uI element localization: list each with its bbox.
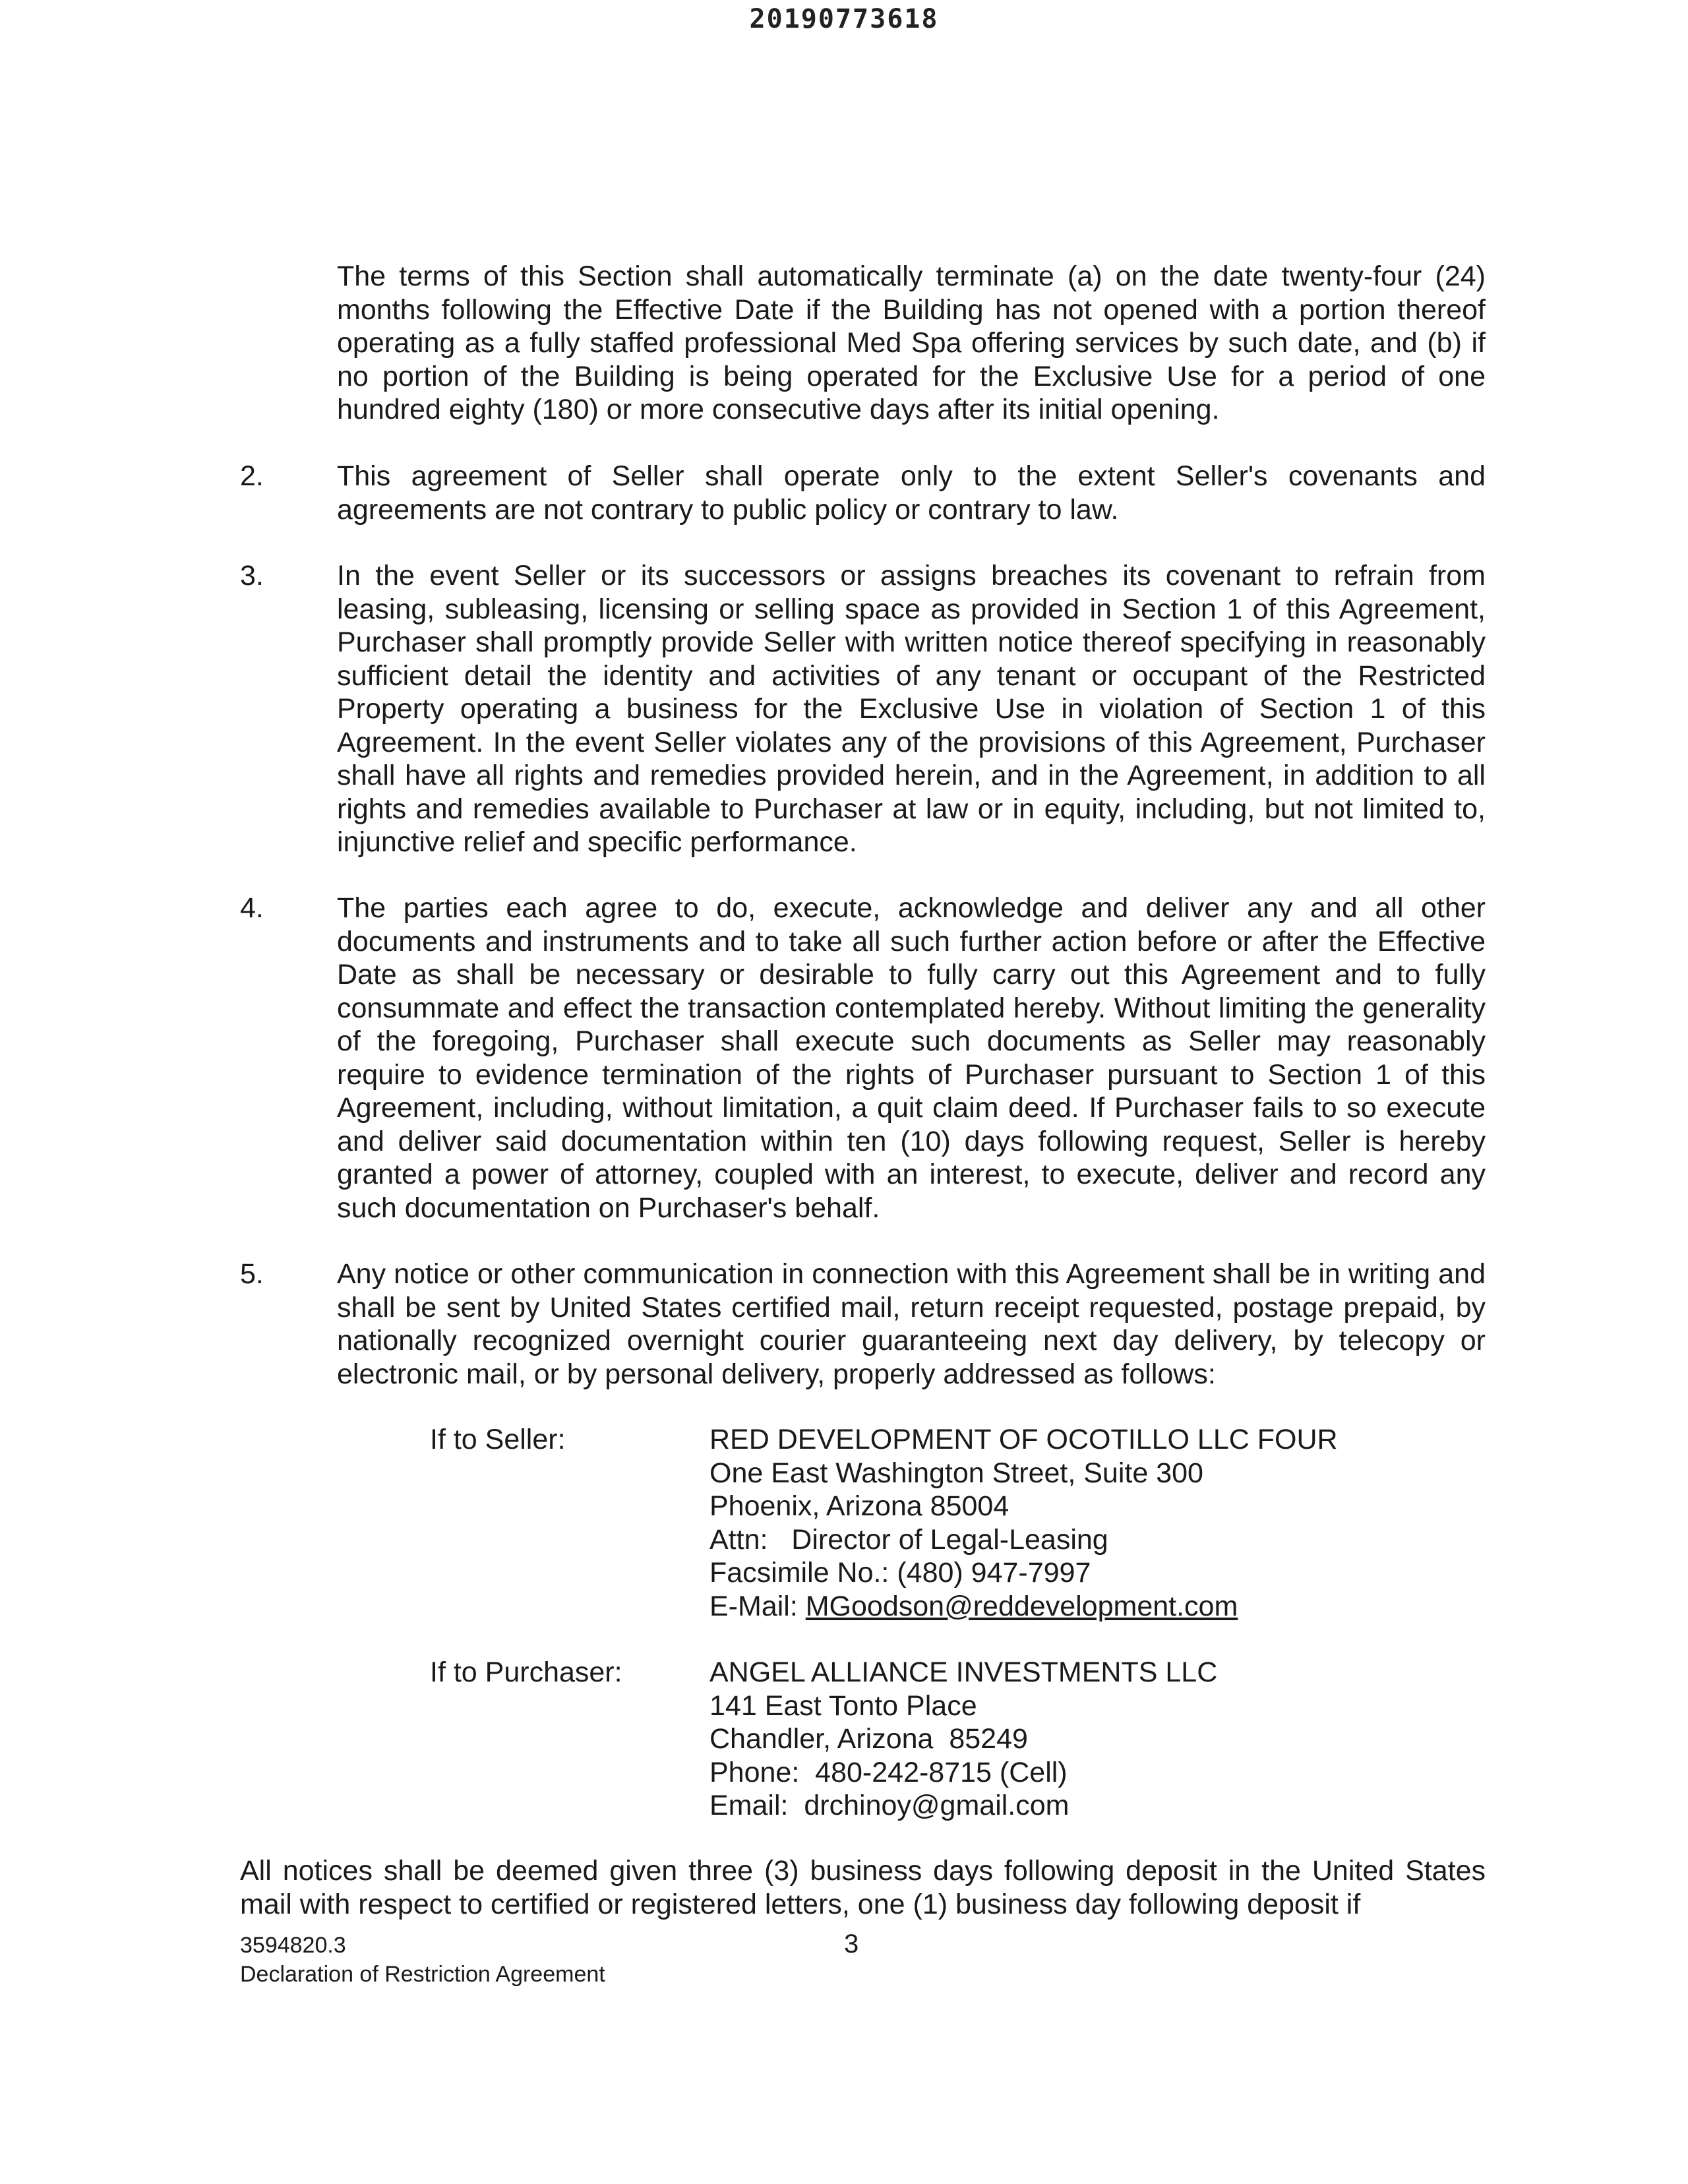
seller-city: Phoenix, Arizona 85004 [709,1490,1010,1522]
purchaser-street: 141 East Tonto Place [709,1689,977,1722]
purchaser-address-label: If to Purchaser: [430,1656,622,1688]
seller-name: RED DEVELOPMENT OF OCOTILLO LLC FOUR [709,1424,1338,1455]
footer-doc-id: 3594820.3 [240,1933,346,1958]
purchaser-address-block [709,1656,1217,1823]
paragraph-item-3: In the event Seller or its successors or assigns breaches its covenant to refrain from leasing, subleasing, licensing or selling space as provided in Section 1 of this Agreement, Purchaser shall promptly provide Seller with written notice thereof specifying in reasonably sufficient detail the identity and activities of any tenant or occupant of the Restricted Property operating a business for the Exclusive Use in violation of Section 1 of this Agreement. In the event Seller violates any of the provisions of this Agreement, Purchaser shall have all rights and remedies provided herein, and in the Agreement, in addition to all rights and remedies available to Purchaser at law or in equity, including, but not limited to, injunctive relief and specific performance. [337,560,1486,858]
item-number-4: 4. [240,892,264,924]
item-number-2: 2. [240,460,264,492]
seller-fax: Facsimile No.: (480) 947-7997 [709,1557,1091,1589]
paragraph-closing: All notices shall be deemed given three (3) business days following deposit in the United States mail with respect to certified or registered letters, one (1) business day following deposit if [240,1855,1486,1920]
footer-doc-title: Declaration of Restriction Agreement [240,1962,605,1987]
purchaser-phone: Phone: 480-242-8715 (Cell) [709,1756,1068,1788]
page-number: 3 [844,1929,859,1958]
seller-address-block [709,1423,1338,1623]
purchaser-name: ANGEL ALLIANCE INVESTMENTS LLC [709,1656,1218,1688]
paragraph-item-5: Any notice or other communication in connection with this Agreement shall be in writing and shall be sent by United States certified mail, return receipt requested, postage prepaid, by nationally recognized overnight courier guaranteeing next day delivery, by telecopy or electronic mail, or by personal delivery, properly addressed as follows: [337,1258,1486,1390]
seller-address-label: If to Seller: [430,1424,566,1455]
purchaser-email: Email: drchinoy@gmail.com [709,1790,1070,1821]
paragraph-item-2: This agreement of Seller shall operate only to the extent Seller's covenants and agreements are not contrary to public policy or contrary to law. [337,460,1486,526]
paragraph-item-4: The parties each agree to do, execute, acknowledge and deliver any and all other documents and instruments and to take all such further action before or after the Effective Date as shall be necessary or desirable to fully carry out this Agreement and to fully consummate and effect the transaction contemplated hereby. Without limiting the generality of the foregoing, Purchaser shall execute such documents as Seller may reasonably require to evidence termination of the rights of Purchaser pursuant to Section 1 of this Agreement, including, without limitation, a quit claim deed. If Purchaser fails to so execute and deliver said documentation within ten (10) days following request, Seller is hereby granted a power of attorney, coupled with an interest, to execute, deliver and record any such documentation on Purchaser's behalf. [337,892,1486,1224]
seller-email-label: E-Mail: [709,1590,806,1622]
seller-attn: Attn: Director of Legal-Leasing [709,1523,1108,1556]
item-number-5: 5. [240,1258,264,1290]
item-number-3: 3. [240,560,264,592]
seller-email-line [709,1590,1338,1623]
seller-street: One East Washington Street, Suite 300 [709,1457,1203,1489]
purchaser-city: Chandler, Arizona 85249 [709,1723,1028,1755]
paragraph-intro: The terms of this Section shall automatically terminate (a) on the date twenty-four (24) months following the Effective Date if the Building has not opened with a portion thereof operating as a fully staffed professional Med Spa offering services by such date, and (b) if no portion of the Building is being operated for the Exclusive Use for a period of one hundred eighty (180) or more consecutive days after its initial opening. [337,260,1486,425]
recording-number: 20190773618 [749,4,939,34]
seller-email-link[interactable]: MGoodson@reddevelopment.com [805,1590,1238,1622]
